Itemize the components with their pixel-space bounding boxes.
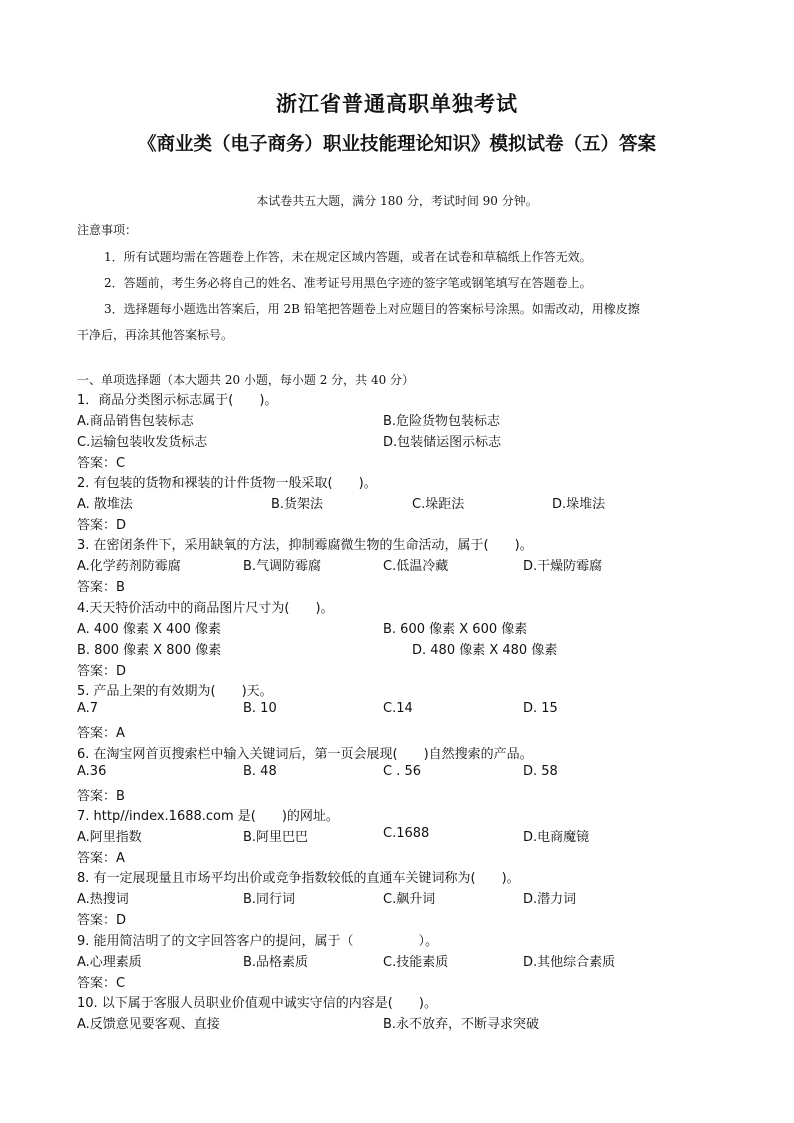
document-title: 浙江省普通高职单独考试 [276, 92, 518, 116]
question-option: A.化学药剂防霉腐 [77, 559, 181, 574]
question-option: B.危险货物包装标志 [383, 414, 501, 429]
notice-item-continuation: 干净后，再涂其他答案标号。 [77, 328, 234, 342]
question-option: C.低温冷藏 [383, 559, 449, 574]
question-option: C.垛距法 [412, 497, 465, 512]
question-answer: 答案：A [77, 851, 125, 866]
question-option: B.永不放弃，不断寻求突破 [383, 1017, 540, 1032]
question-option: C.飙升词 [383, 892, 436, 907]
question-answer: 答案：D [77, 664, 127, 679]
question-option: D.垛堆法 [552, 497, 606, 512]
question-option: D. 15 [523, 701, 558, 716]
question-option: B. 48 [243, 764, 277, 779]
question-answer: 答案：A [77, 726, 125, 741]
notice-item: 2．答题前，考生务必将自己的姓名、准考证号用黑色字迹的签字笔或钢笔填写在答题卷上。 [104, 276, 592, 290]
exam-intro: 本试卷共五大题，满分 180 分，考试时间 90 分钟。 [256, 194, 538, 208]
question-option: B.货架法 [271, 497, 324, 512]
question-answer: 答案：B [77, 580, 125, 595]
question-option: D.潜力词 [523, 892, 577, 907]
question-stem: 3. 在密闭条件下，采用缺氧的方法，抑制霉腐微生物的生命活动，属于( )。 [77, 538, 533, 553]
question-option: C.14 [383, 701, 413, 716]
question-option: D.电商魔镜 [523, 830, 590, 845]
question-option: B.品格素质 [243, 955, 309, 970]
question-option: B. 600 像素 X 600 像素 [383, 622, 528, 637]
question-stem: 7. http//index.1688.com 是( )的网址。 [77, 809, 339, 824]
document-subtitle: 《商业类（电子商务）职业技能理论知识》模拟试卷（五）答案 [137, 134, 656, 155]
question-stem: 4.天天特价活动中的商品图片尺寸为( )。 [77, 601, 334, 616]
question-option: D.干燥防霉腐 [523, 559, 603, 574]
question-answer: 答案：C [77, 456, 126, 471]
notice-heading: 注意事项： [77, 223, 138, 237]
question-option: B. 800 像素 X 800 像素 [77, 643, 222, 658]
question-option: A.阿里指数 [77, 830, 142, 845]
question-answer: 答案：B [77, 789, 125, 804]
question-stem: 10. 以下属于客服人员职业价值观中诚实守信的内容是( )。 [77, 996, 437, 1011]
question-option: A. 400 像素 X 400 像素 [77, 622, 221, 637]
section-heading: 一、单项选择题（本大题共 20 小题，每小题 2 分，共 40 分） [77, 373, 415, 387]
question-option: A.商品销售包装标志 [77, 414, 194, 429]
question-option: C.运输包装收发货标志 [77, 435, 208, 450]
question-stem: 2. 有包装的货物和裸装的计件货物一般采取( )。 [77, 476, 377, 491]
question-option: C.技能素质 [383, 955, 449, 970]
question-option: D. 480 像素 X 480 像素 [412, 643, 558, 658]
question-option: C.1688 [383, 826, 430, 841]
question-option: B.气调防霉腐 [243, 559, 322, 574]
question-stem: 6. 在淘宝网首页搜索栏中输入关键词后，第一页会展现( )自然搜索的产品。 [77, 747, 533, 762]
question-option: B.同行词 [243, 892, 296, 907]
question-option: A.7 [77, 701, 99, 716]
question-stem: 9. 能用简洁明了的文字回答客户的提问，属于（ ）。 [77, 934, 439, 949]
question-option: A.心理素质 [77, 955, 142, 970]
question-answer: 答案：C [77, 976, 126, 991]
question-option: A.36 [77, 764, 107, 779]
question-option: C . 56 [383, 764, 422, 779]
question-answer: 答案：D [77, 913, 127, 928]
question-stem: 5. 产品上架的有效期为( )天。 [77, 684, 273, 699]
question-option: A.热搜词 [77, 892, 129, 907]
question-stem: 8. 有一定展现量且市场平均出价或竞争指数较低的直通车关键词称为( )。 [77, 871, 520, 886]
question-answer: 答案：D [77, 518, 127, 533]
notice-item: 3．选择题每小题选出答案后，用 2B 铅笔把答题卷上对应题目的答案标号涂黑。如需改动，用橡皮擦 [104, 302, 640, 316]
question-option: D. 58 [523, 764, 558, 779]
question-stem: 1．商品分类图示标志属于( )。 [77, 393, 278, 408]
question-option: B.阿里巴巴 [243, 830, 309, 845]
question-option: D.包装储运图示标志 [383, 435, 502, 450]
notice-item: 1．所有试题均需在答题卷上作答，未在规定区域内答题，或者在试卷和草稿纸上作答无效。 [104, 250, 592, 264]
question-option: A.反馈意见要客观、直接 [77, 1017, 220, 1032]
question-option: A. 散堆法 [77, 497, 133, 512]
question-option: B. 10 [243, 701, 277, 716]
question-option: D.其他综合素质 [523, 955, 616, 970]
